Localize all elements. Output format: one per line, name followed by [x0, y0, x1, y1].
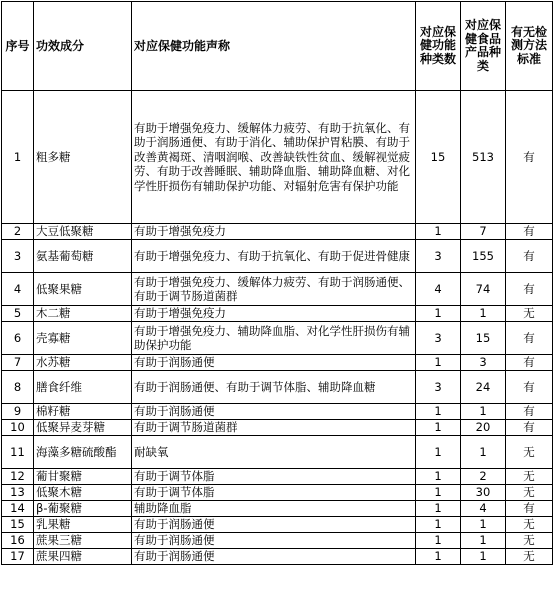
row-number: 13 — [2, 485, 34, 501]
function-claim: 有助于润肠通便、有助于调节体脂、辅助降血糖 — [132, 371, 416, 404]
product-count: 1 — [461, 436, 506, 469]
function-claim: 耐缺氧 — [132, 436, 416, 469]
header-ingredient: 功效成分 — [34, 2, 132, 91]
row-number: 6 — [2, 322, 34, 355]
ingredient-name: 壳寡糖 — [34, 322, 132, 355]
product-count: 1 — [461, 549, 506, 565]
row-number: 8 — [2, 371, 34, 404]
header-claim: 对应保健功能声称 — [132, 2, 416, 91]
table-body — [2, 91, 553, 565]
ingredient-name: 蔗果三糖 — [34, 533, 132, 549]
table-row — [2, 371, 553, 404]
function-claim: 辅助降血脂 — [132, 501, 416, 517]
product-count: 1 — [461, 517, 506, 533]
table-row — [2, 420, 553, 436]
product-count: 15 — [461, 322, 506, 355]
method-standard: 无 — [506, 517, 553, 533]
method-standard: 有 — [506, 371, 553, 404]
function-count: 3 — [416, 240, 461, 273]
function-claim: 有助于增强免疫力、辅助降血脂、对化学性肝损伤有辅助保护功能 — [132, 322, 416, 355]
ingredient-name: β-葡聚糖 — [34, 501, 132, 517]
row-number: 15 — [2, 517, 34, 533]
method-standard: 有 — [506, 501, 553, 517]
product-count: 4 — [461, 501, 506, 517]
function-count: 1 — [416, 501, 461, 517]
function-count: 1 — [416, 517, 461, 533]
method-standard: 无 — [506, 469, 553, 485]
table-row — [2, 436, 553, 469]
row-number: 10 — [2, 420, 34, 436]
method-standard: 有 — [506, 355, 553, 371]
row-number: 11 — [2, 436, 34, 469]
ingredient-name: 乳果糖 — [34, 517, 132, 533]
function-claim: 有助于润肠通便 — [132, 404, 416, 420]
function-claim: 有助于增强免疫力、缓解体力疲劳、有助于润肠通便、有助于调节肠道菌群 — [132, 273, 416, 306]
table-row — [2, 273, 553, 306]
function-claim: 有助于润肠通便 — [132, 517, 416, 533]
product-count: 30 — [461, 485, 506, 501]
method-standard: 有 — [506, 404, 553, 420]
function-count: 15 — [416, 91, 461, 224]
ingredient-name: 海藻多糖硫酸酯 — [34, 436, 132, 469]
product-count: 3 — [461, 355, 506, 371]
function-count: 1 — [416, 355, 461, 371]
product-count: 7 — [461, 224, 506, 240]
method-standard: 有 — [506, 224, 553, 240]
function-claim: 有助于增强免疫力 — [132, 306, 416, 322]
function-claim: 有助于润肠通便 — [132, 355, 416, 371]
method-standard: 无 — [506, 485, 553, 501]
function-count: 1 — [416, 469, 461, 485]
function-claim: 有助于润肠通便 — [132, 533, 416, 549]
row-number: 7 — [2, 355, 34, 371]
ingredient-name: 低聚异麦芽糖 — [34, 420, 132, 436]
function-count: 1 — [416, 549, 461, 565]
product-count: 513 — [461, 91, 506, 224]
ingredient-name: 低聚果糖 — [34, 273, 132, 306]
product-count: 155 — [461, 240, 506, 273]
function-count: 4 — [416, 273, 461, 306]
function-claim: 有助于调节体脂 — [132, 469, 416, 485]
function-claim: 有助于增强免疫力、有助于抗氧化、有助于促进骨健康 — [132, 240, 416, 273]
table-row — [2, 322, 553, 355]
product-count: 74 — [461, 273, 506, 306]
row-number: 3 — [2, 240, 34, 273]
function-claim: 有助于润肠通便 — [132, 549, 416, 565]
table-row — [2, 404, 553, 420]
method-standard: 无 — [506, 436, 553, 469]
function-count: 3 — [416, 322, 461, 355]
product-count: 1 — [461, 306, 506, 322]
method-standard: 无 — [506, 549, 553, 565]
function-count: 1 — [416, 224, 461, 240]
table-row — [2, 91, 553, 224]
table-row — [2, 533, 553, 549]
header-row — [2, 2, 553, 91]
method-standard: 有 — [506, 273, 553, 306]
method-standard: 有 — [506, 322, 553, 355]
function-count: 1 — [416, 306, 461, 322]
row-number: 9 — [2, 404, 34, 420]
header-function-count: 对应保健功能种类数 — [416, 2, 461, 91]
ingredient-name: 低聚木糖 — [34, 485, 132, 501]
table-row — [2, 240, 553, 273]
ingredient-name: 氨基葡萄糖 — [34, 240, 132, 273]
row-number: 14 — [2, 501, 34, 517]
header-method: 有无检测方法标准 — [506, 2, 553, 91]
row-number: 16 — [2, 533, 34, 549]
ingredient-name: 膳食纤维 — [34, 371, 132, 404]
product-count: 1 — [461, 404, 506, 420]
health-food-ingredient-table — [1, 1, 553, 565]
row-number: 12 — [2, 469, 34, 485]
row-number: 5 — [2, 306, 34, 322]
ingredient-name: 棉籽糖 — [34, 404, 132, 420]
product-count: 20 — [461, 420, 506, 436]
method-standard: 有 — [506, 240, 553, 273]
row-number: 2 — [2, 224, 34, 240]
function-count: 1 — [416, 485, 461, 501]
row-number: 17 — [2, 549, 34, 565]
product-count: 1 — [461, 533, 506, 549]
function-count: 1 — [416, 436, 461, 469]
function-claim: 有助于调节肠道菌群 — [132, 420, 416, 436]
table-row — [2, 224, 553, 240]
method-standard: 有 — [506, 420, 553, 436]
header-product-count: 对应保健食品产品种类 — [461, 2, 506, 91]
function-claim: 有助于调节体脂 — [132, 485, 416, 501]
method-standard: 无 — [506, 306, 553, 322]
table-row — [2, 469, 553, 485]
product-count: 24 — [461, 371, 506, 404]
table-row — [2, 517, 553, 533]
ingredient-name: 木二糖 — [34, 306, 132, 322]
function-count: 3 — [416, 371, 461, 404]
function-claim: 有助于增强免疫力、缓解体力疲劳、有助于抗氧化、有助于润肠通便、有助于消化、辅助保护胃粘膜、有助于改善黄褐斑、清咽润喉、改善缺铁性贫血、缓解视觉疲劳、有助于改善睡眠、辅助降血脂、辅助降血糖、对化学性肝损伤有辅助保护功能、对辐射危害有保护功能 — [132, 91, 416, 224]
ingredient-name: 大豆低聚糖 — [34, 224, 132, 240]
method-standard: 有 — [506, 91, 553, 224]
ingredient-name: 水苏糖 — [34, 355, 132, 371]
table-row — [2, 306, 553, 322]
header-no: 序号 — [2, 2, 34, 91]
function-count: 1 — [416, 420, 461, 436]
row-number: 4 — [2, 273, 34, 306]
ingredient-name: 粗多糖 — [34, 91, 132, 224]
table-row — [2, 549, 553, 565]
table-row — [2, 485, 553, 501]
method-standard: 无 — [506, 533, 553, 549]
table-row — [2, 501, 553, 517]
ingredient-name: 蔗果四糖 — [34, 549, 132, 565]
ingredient-name: 葡甘聚糖 — [34, 469, 132, 485]
function-claim: 有助于增强免疫力 — [132, 224, 416, 240]
product-count: 2 — [461, 469, 506, 485]
function-count: 1 — [416, 533, 461, 549]
table-row — [2, 355, 553, 371]
row-number: 1 — [2, 91, 34, 224]
function-count: 1 — [416, 404, 461, 420]
